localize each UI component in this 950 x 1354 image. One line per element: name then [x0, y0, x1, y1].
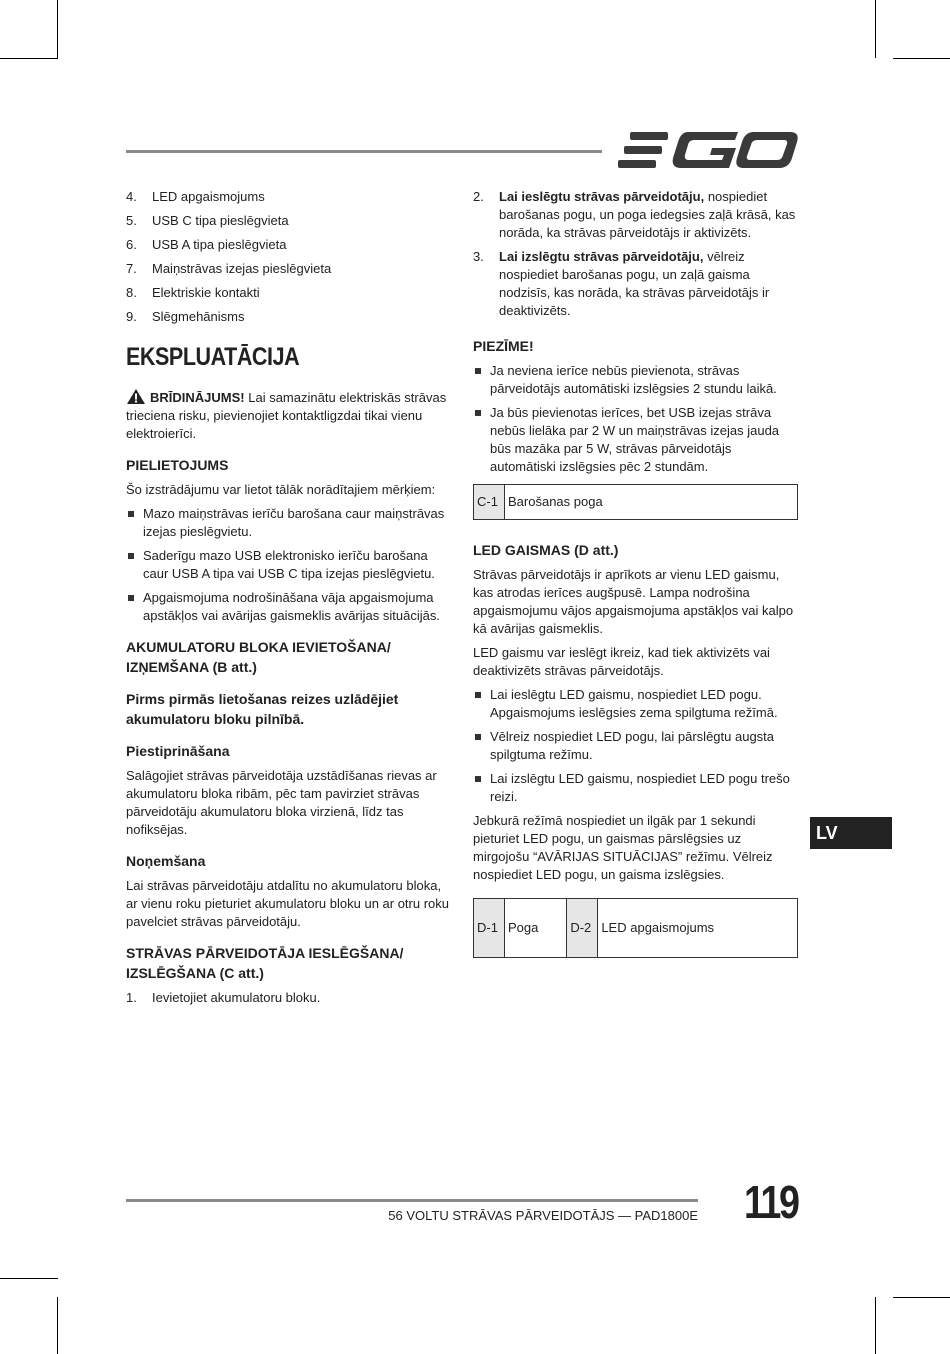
- remove-text: Lai strāvas pārveidotāju atdalītu no akumulatoru bloka, ar vienu roku pieturiet akumulatoru bloku un ar otru roku pavelciet strāvas pārveidotāju.: [126, 878, 450, 929]
- list-number: 6.: [126, 237, 137, 252]
- list-item: Ja neviena ierīce nebūs pievienota, strāvas pārveidotājs automātiski izslēgsies 2 stundu laikā.: [473, 362, 799, 398]
- table-row: [474, 899, 798, 958]
- list-number: 1.: [126, 990, 137, 1005]
- section-title: EKSPLUATĀCIJA: [126, 343, 300, 371]
- footer-title: 56 VOLTU STRĀVAS PĀRVEIDOTĀJS — PAD1800E: [388, 1208, 698, 1223]
- attach-heading: Piestiprināšana: [126, 743, 230, 759]
- table-row: [474, 485, 798, 520]
- list-item: Apgaismojuma nodrošināšana vāja apgaismojuma apstākļos vai avārijas gaismeklis avārijas situācijās.: [126, 589, 452, 625]
- list-item: [126, 989, 452, 1007]
- list-number: 3.: [473, 249, 484, 264]
- table-label: LED apgaismojums: [598, 899, 798, 958]
- list-label: USB A tipa pieslēgvieta: [152, 237, 287, 252]
- table-code: C-1: [474, 485, 505, 520]
- page-number: 119: [744, 1176, 798, 1228]
- language-tab: LV: [810, 817, 892, 849]
- list-item: Ja būs pievienotas ierīces, bet USB izejas strāva nebūs lielāka par 2 W un maiņstrāvas izejas jauda būs mazāka par 5 W, strāvas pārveidotājs automātiski izslēgsies pēc 2 stundām.: [473, 404, 799, 476]
- list-number: 7.: [126, 261, 137, 276]
- remove-heading: Noņemšana: [126, 853, 206, 869]
- list-item: [126, 284, 452, 302]
- step-bold: Lai izslēgtu strāvas pārveidotāju,: [499, 249, 704, 264]
- warning-triangle-icon: [126, 388, 146, 405]
- crop-mark: [893, 1297, 950, 1298]
- led-list: [473, 686, 799, 806]
- legend-table-d: [473, 898, 798, 958]
- list-item: Mazo maiņstrāvas ierīču barošana caur maiņstrāvas izejas pieslēgvietu.: [126, 505, 452, 541]
- list-label: Maiņstrāvas izejas pieslēgvieta: [152, 261, 332, 276]
- list-item: [126, 260, 452, 278]
- list-label: Slēgmehānisms: [152, 309, 245, 324]
- left-column: [126, 188, 452, 1013]
- warning-label: BRĪDINĀJUMS!: [150, 390, 245, 405]
- power-heading: STRĀVAS PĀRVEIDOTĀJA IESLĒGŠANA/ IZSLĒGŠANA (C att.): [126, 945, 404, 981]
- battery-heading: AKUMULATORU BLOKA IEVIETOŠANA/ IZŅEMŠANA (B att.): [126, 639, 391, 675]
- footer-rule: [126, 1199, 698, 1202]
- list-item: Vēlreiz nospiediet LED pogu, lai pārslēgtu augsta spilgtuma režīmu.: [473, 728, 799, 764]
- table-code: D-1: [474, 899, 505, 958]
- power-steps-continued: [473, 188, 799, 320]
- list-number: 4.: [126, 189, 137, 204]
- note-heading: PIEZĪME!: [473, 338, 534, 354]
- led-paragraph: Strāvas pārveidotājs ir aprīkots ar vienu LED gaismu, kas atrodas ierīces augšpusē. Lampa nodrošina apgaismojumu vājos apgaismojuma apstākļos vai kalpo kā avārijas gaismeklis.: [473, 567, 794, 636]
- crop-mark: [0, 58, 58, 59]
- led-paragraph: Jebkurā režīmā nospiediet un ilgāk par 1 sekundi pieturiet LED pogu, un gaismas pārslēgsies uz mirgojošu “AVĀRIJAS SITUĀCIJAS” režīmu. Vēlreiz nospiediet LED pogu, un gaisma izslēgsies.: [473, 813, 773, 882]
- list-item: [126, 308, 452, 326]
- table-label: Poga: [505, 899, 567, 958]
- list-item: [473, 248, 799, 320]
- list-item: [126, 212, 452, 230]
- list-number: 5.: [126, 213, 137, 228]
- list-item: Saderīgu mazo USB elektronisko ierīču barošana caur USB A tipa vai USB C tipa izejas pieslēgvietu.: [126, 547, 452, 583]
- step-text: nospiediet barošanas pogu, un poga iedegsies zaļā krāsā, kas norāda, ka strāvas pārveidotājs ir aktivizēts.: [499, 189, 796, 240]
- list-item: [126, 188, 452, 206]
- attach-text: Salāgojiet strāvas pārveidotāja uzstādīšanas rievas ar akumulatoru bloka ribām, pēc tam pavirziet strāvas pārveidotāju akumulatoru bloka virzienā, līdz tas nofiksējas.: [126, 768, 437, 837]
- table-code: D-2: [567, 899, 598, 958]
- list-label: LED apgaismojums: [152, 189, 265, 204]
- list-number: 9.: [126, 309, 137, 324]
- crop-mark: [57, 0, 58, 58]
- warning-text: Lai samazinātu elektriskās strāvas trieciena risku, pievienojiet kontaktligzdai tikai vienu elektroierīci.: [126, 390, 447, 441]
- list-item: Lai ieslēgtu LED gaismu, nospiediet LED pogu. Apgaismojums ieslēgsies zema spilgtuma režīmā.: [473, 686, 799, 722]
- list-label: Elektriskie kontakti: [152, 285, 260, 300]
- usage-intro: Šo izstrādājumu var lietot tālāk norādītajiem mērķiem:: [126, 482, 436, 497]
- led-paragraph: LED gaismu var ieslēgt ikreiz, kad tiek aktivizēts vai deaktivizēts strāvas pārveidotājs.: [473, 645, 770, 678]
- list-number: 2.: [473, 189, 484, 204]
- battery-charge-note: Pirms pirmās lietošanas reizes uzlādējiet akumulatoru bloku pilnībā.: [126, 691, 399, 727]
- list-label: Ievietojiet akumulatoru bloku.: [152, 990, 321, 1005]
- crop-mark: [0, 1278, 58, 1279]
- header-rule: [126, 150, 602, 153]
- usage-heading: PIELIETOJUMS: [126, 457, 229, 473]
- usage-list: [126, 505, 452, 625]
- note-list: [473, 362, 799, 476]
- parts-list: [126, 188, 452, 326]
- crop-mark: [57, 1297, 58, 1354]
- right-column: [473, 188, 799, 972]
- ego-logo: [616, 128, 800, 172]
- warning-paragraph: [126, 388, 452, 443]
- step-bold: Lai ieslēgtu strāvas pārveidotāju,: [499, 189, 705, 204]
- crop-mark: [875, 0, 876, 58]
- legend-table-c: [473, 484, 798, 520]
- step-text: vēlreiz nospiediet barošanas pogu, un zaļā gaisma nodzisīs, kas norāda, ka strāvas pārveidotājs ir deaktivizēts.: [499, 249, 770, 318]
- list-item: Lai izslēgtu LED gaismu, nospiediet LED pogu trešo reizi.: [473, 770, 799, 806]
- list-item: [126, 236, 452, 254]
- led-heading: LED GAISMAS (D att.): [473, 542, 619, 558]
- table-label: Barošanas poga: [505, 485, 798, 520]
- crop-mark: [875, 1297, 876, 1354]
- power-steps: [126, 989, 452, 1007]
- list-item: [473, 188, 799, 242]
- crop-mark: [893, 58, 950, 59]
- list-number: 8.: [126, 285, 137, 300]
- list-label: USB C tipa pieslēgvieta: [152, 213, 289, 228]
